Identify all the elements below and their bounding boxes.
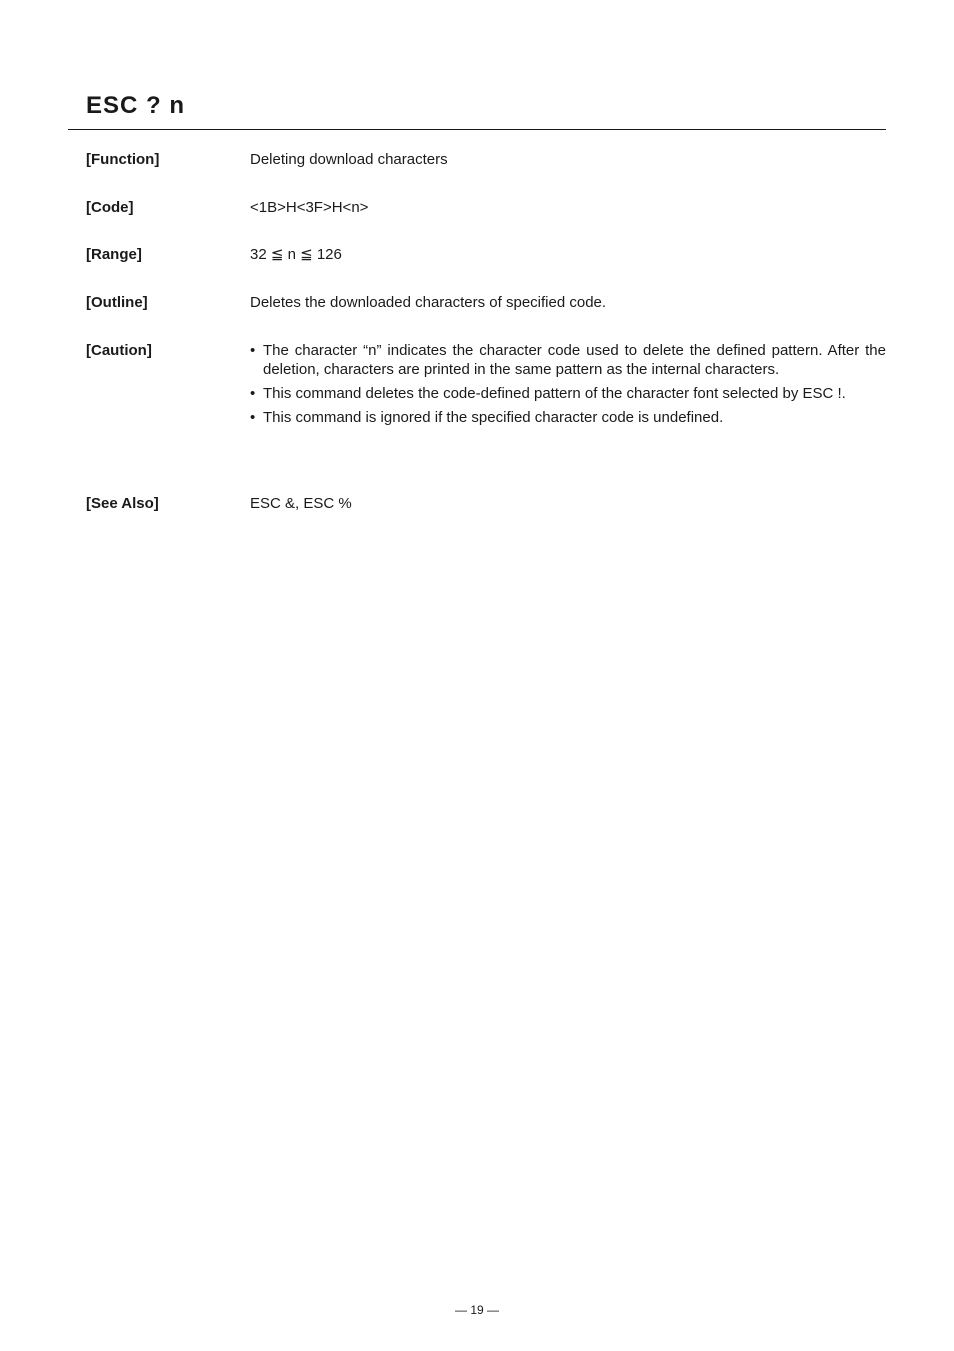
code-label: [Code] xyxy=(86,199,134,216)
caution-item xyxy=(250,384,886,403)
function-value: Deleting download characters xyxy=(250,151,448,168)
title-divider xyxy=(68,129,886,130)
bullet-icon: • xyxy=(250,385,256,402)
outline-value: Deletes the downloaded characters of specified code. xyxy=(250,294,607,311)
page-number: — 19 — xyxy=(454,1303,499,1317)
caution-item-text: This command deletes the code-defined pattern of the character font selected by ESC !. xyxy=(263,385,846,402)
caution-item xyxy=(250,341,886,379)
caution-list xyxy=(250,341,886,427)
function-label: [Function] xyxy=(86,151,160,168)
caution-item xyxy=(250,408,886,427)
range-value: 32 ≦ n ≦ 126 xyxy=(250,246,342,263)
caution-item-text: The character “n” indicates the character code used to delete the defined pattern. After the deletion, characters are printed in the same pattern as the internal characters. xyxy=(263,342,886,378)
range-label: [Range] xyxy=(86,246,142,263)
bullet-icon: • xyxy=(250,409,256,426)
caution-list-container xyxy=(250,341,886,432)
outline-label: [Outline] xyxy=(86,294,148,311)
code-value: <1B>H<3F>H<n> xyxy=(250,199,369,216)
see-also-label: [See Also] xyxy=(86,495,159,512)
caution-label: [Caution] xyxy=(86,342,152,359)
caution-item-text: This command is ignored if the specified character code is undefined. xyxy=(263,409,724,426)
bullet-icon: • xyxy=(250,342,256,359)
see-also-value: ESC &, ESC % xyxy=(250,495,352,512)
page-title: ESC ? n xyxy=(86,92,186,119)
